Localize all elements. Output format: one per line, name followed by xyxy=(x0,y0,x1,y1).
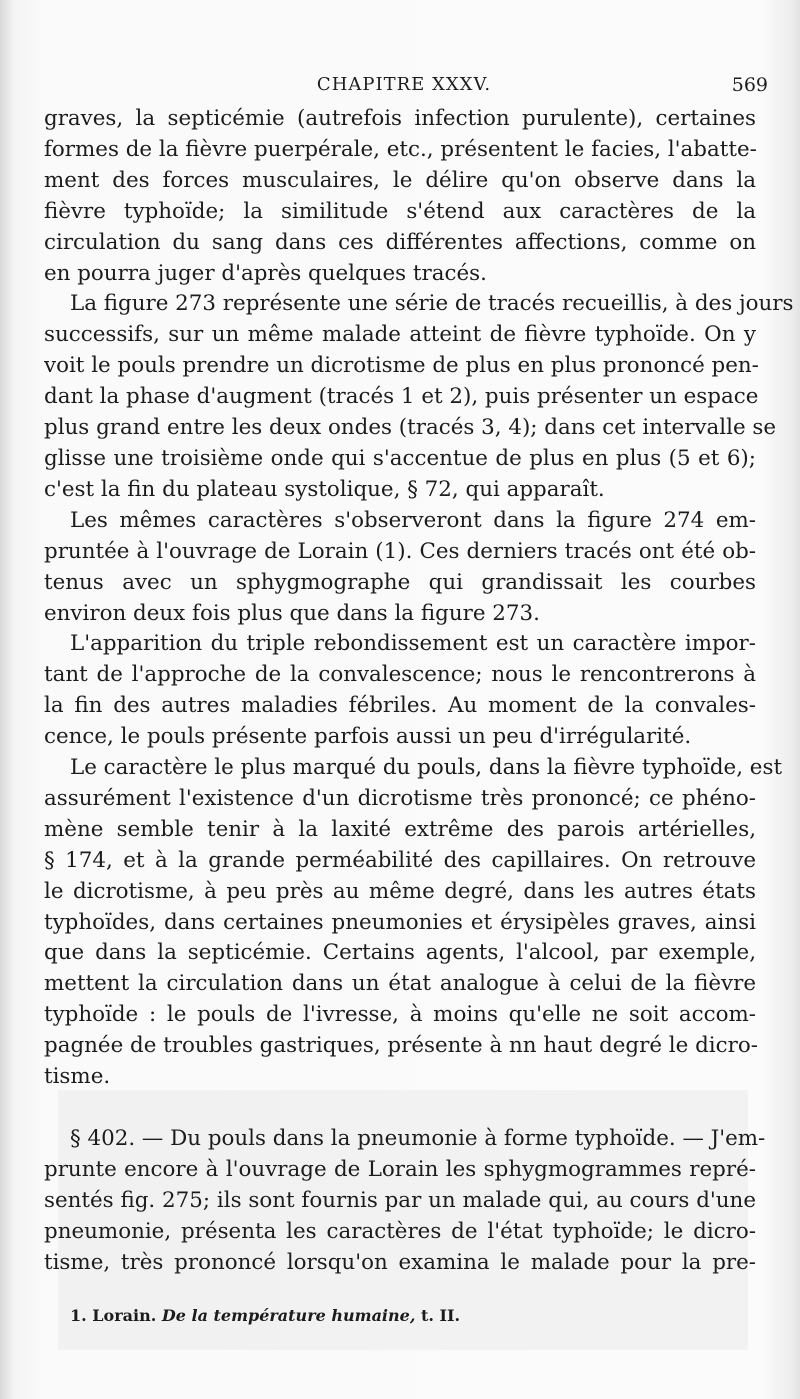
text-line: § 402. — Du pouls dans la pneumonie à forme typhoïde. — J'em- xyxy=(70,1126,766,1151)
text-line: fièvre typhoïde; la similitude s'étend aux caractères de la xyxy=(44,198,756,224)
text-line: sentés fig. 275; ils sont fournis par un malade qui, au cours d'une xyxy=(44,1187,756,1213)
footnote-volume: t. II. xyxy=(420,1306,461,1325)
page-header xyxy=(40,74,768,104)
text-line: c'est la fin du plateau systolique, § 72, qui apparaît. xyxy=(44,476,605,502)
text-line: plus grand entre les deux ondes (tracés 3, 4); dans cet intervalle se xyxy=(44,415,777,441)
text-line: pruntée à l'ouvrage de Lorain (1). Ces derniers tracés ont été ob- xyxy=(44,538,756,564)
text-line: prunte encore à l'ouvrage de Lorain les sphygmogrammes repré- xyxy=(44,1156,756,1182)
text-line: formes de la fièvre puerpérale, etc., présentent le facies, l'abatte- xyxy=(44,136,757,162)
page-number: 569 xyxy=(731,74,768,96)
text-line: Le caractère le plus marqué du pouls, dans la fièvre typhoïde, est xyxy=(70,755,783,781)
section-gap xyxy=(44,1093,756,1124)
text-line: Les mêmes caractères s'observeront dans la figure 274 em- xyxy=(70,507,756,533)
footnote-title: De la température humaine, xyxy=(161,1306,416,1325)
text-line: circulation du sang dans ces différentes affections, comme on xyxy=(44,229,756,255)
text-line: dant la phase d'augment (tracés 1 et 2), puis présenter un espace xyxy=(44,384,759,410)
text-line: la fin des autres maladies fébriles. Au moment de la convales- xyxy=(44,693,756,719)
text-line: voit le pouls prendre un dicrotisme de plus en plus prononcé pen- xyxy=(44,353,759,379)
text-line: glisse une troisième onde qui s'accentue de plus en plus (5 et 6); xyxy=(44,445,756,471)
text-line: successifs, sur un même malade atteint de fièvre typhoïde. On y xyxy=(44,322,756,348)
text-line: assurément l'existence d'un dicrotisme très prononcé; ce phéno- xyxy=(44,785,756,811)
running-title: CHAPITRE XXXV. xyxy=(316,74,492,95)
text-line: graves, la septicémie (autrefois infection purulente), certaines xyxy=(44,106,756,131)
footnote-author: Lorain. xyxy=(92,1306,157,1325)
text-line: typhoïde : le pouls de l'ivresse, à moins qu'elle ne soit accom- xyxy=(44,1002,756,1028)
text-line: environ deux fois plus que dans la figure 273. xyxy=(44,600,540,626)
text-line: mettent la circulation dans un état analogue à celui de la fièvre xyxy=(44,971,756,997)
text-line: tisme, très prononcé lorsqu'on examina le malade pour la pre- xyxy=(44,1249,756,1275)
footnote xyxy=(70,1306,460,1325)
text-line: ment des forces musculaires, le délire qu'on observe dans la xyxy=(44,167,756,193)
text-line: tenus avec un sphygmographe qui grandissait les courbes xyxy=(44,569,756,595)
text-line: pneumonie, présenta les caractères de l'état typhoïde; le dicro- xyxy=(44,1218,756,1244)
text-line: pagnée de troubles gastriques, présente à nn haut degré le dicro- xyxy=(44,1033,758,1059)
text-line: en pourra juger d'après quelques tracés. xyxy=(44,260,487,286)
text-line: typhoïdes, dans certaines pneumonies et érysipèles graves, ainsi xyxy=(44,909,756,935)
text-line: tant de l'approche de la convalescence; nous le rencontrerons à xyxy=(44,662,756,688)
body-text xyxy=(44,104,794,1279)
text-line: § 174, et à la grande perméabilité des capillaires. On retrouve xyxy=(44,847,756,873)
text-line: La figure 273 représente une série de tracés recueillis, à des jours xyxy=(70,291,794,317)
text-line: tisme. xyxy=(44,1064,111,1090)
text-line: le dicrotisme, à peu près au même degré, dans les autres états xyxy=(44,878,756,904)
footnote-number: 1. xyxy=(70,1306,87,1325)
text-line: L'apparition du triple rebondissement est un caractère impor- xyxy=(70,631,756,657)
text-line: que dans la septicémie. Certains agents, l'alcool, par exemple, xyxy=(44,940,756,966)
text-line: cence, le pouls présente parfois aussi un peu d'irrégularité. xyxy=(44,724,692,750)
text-line: mène semble tenir à la laxité extrême des parois artérielles, xyxy=(44,816,756,842)
